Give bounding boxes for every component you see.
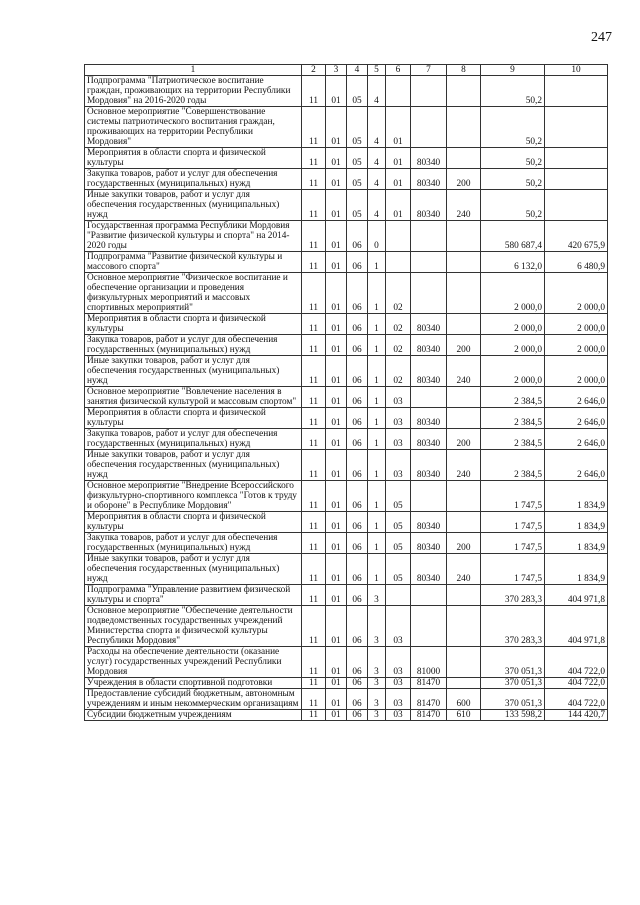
cell-name: Основное мероприятие "Внедрение Всероссийского физкультурно-спортивного комплекса "Готов к труду и обороне" в Республике Мордовия" <box>85 481 302 512</box>
table-header-row <box>85 65 608 76</box>
cell-code-4: 06 <box>347 252 368 273</box>
cell-code-5: 3 <box>368 647 386 678</box>
cell-code-2: 11 <box>302 169 326 190</box>
cell-value-9: 370 283,3 <box>481 606 545 647</box>
cell-value-10 <box>545 190 608 221</box>
table-row <box>85 408 608 429</box>
cell-code-3: 01 <box>326 221 347 252</box>
cell-code-8: 240 <box>447 554 481 585</box>
cell-code-3: 01 <box>326 387 347 408</box>
cell-value-10: 2 000,0 <box>545 314 608 335</box>
cell-code-5: 3 <box>368 689 386 710</box>
table-row <box>85 387 608 408</box>
table-row <box>85 107 608 148</box>
cell-code-6: 05 <box>386 481 411 512</box>
cell-code-3: 01 <box>326 533 347 554</box>
cell-code-6 <box>386 76 411 107</box>
cell-value-9: 370 051,3 <box>481 647 545 678</box>
cell-code-5: 0 <box>368 221 386 252</box>
cell-code-4: 05 <box>347 190 368 221</box>
cell-code-4: 06 <box>347 273 368 314</box>
cell-code-8 <box>447 408 481 429</box>
cell-code-3: 01 <box>326 606 347 647</box>
cell-code-7: 80340 <box>411 335 447 356</box>
cell-code-8: 240 <box>447 356 481 387</box>
cell-code-5: 1 <box>368 356 386 387</box>
cell-value-10 <box>545 148 608 169</box>
cell-value-9: 2 384,5 <box>481 429 545 450</box>
cell-code-7: 80340 <box>411 554 447 585</box>
cell-code-7: 80340 <box>411 450 447 481</box>
cell-value-9: 370 051,3 <box>481 689 545 710</box>
cell-code-8: 200 <box>447 533 481 554</box>
cell-code-7 <box>411 606 447 647</box>
cell-code-8 <box>447 76 481 107</box>
column-header: 8 <box>447 65 481 76</box>
cell-code-6 <box>386 221 411 252</box>
cell-code-4: 05 <box>347 148 368 169</box>
column-header: 10 <box>545 65 608 76</box>
cell-code-3: 01 <box>326 314 347 335</box>
cell-value-10: 2 646,0 <box>545 450 608 481</box>
table-row <box>85 533 608 554</box>
cell-value-10: 2 646,0 <box>545 408 608 429</box>
cell-value-10: 420 675,9 <box>545 221 608 252</box>
cell-code-3: 01 <box>326 408 347 429</box>
column-header: 9 <box>481 65 545 76</box>
cell-value-9: 580 687,4 <box>481 221 545 252</box>
table-row <box>85 606 608 647</box>
cell-value-10: 1 834,9 <box>545 554 608 585</box>
table-row <box>85 554 608 585</box>
cell-code-5: 3 <box>368 710 386 721</box>
cell-code-2: 11 <box>302 335 326 356</box>
cell-code-6: 02 <box>386 356 411 387</box>
cell-code-6: 01 <box>386 190 411 221</box>
cell-value-10: 2 646,0 <box>545 429 608 450</box>
cell-value-10: 2 000,0 <box>545 273 608 314</box>
cell-name: Предоставление субсидий бюджетным, автономным учреждениям и иным некоммерческим организациям <box>85 689 302 710</box>
cell-value-9: 2 000,0 <box>481 314 545 335</box>
cell-code-8: 240 <box>447 190 481 221</box>
cell-code-7: 80340 <box>411 533 447 554</box>
cell-value-9: 2 000,0 <box>481 273 545 314</box>
cell-code-6 <box>386 252 411 273</box>
cell-code-7 <box>411 387 447 408</box>
cell-value-9: 1 747,5 <box>481 554 545 585</box>
cell-value-9: 2 384,5 <box>481 408 545 429</box>
cell-code-2: 11 <box>302 314 326 335</box>
cell-code-6: 02 <box>386 273 411 314</box>
cell-code-4: 06 <box>347 647 368 678</box>
cell-name: Мероприятия в области спорта и физической культуры <box>85 512 302 533</box>
cell-code-6: 02 <box>386 335 411 356</box>
cell-name: Иные закупки товаров, работ и услуг для обеспечения государственных (муниципальных) нужд <box>85 450 302 481</box>
table-row <box>85 273 608 314</box>
cell-value-10: 2 000,0 <box>545 356 608 387</box>
cell-code-6: 03 <box>386 408 411 429</box>
cell-code-6: 01 <box>386 107 411 148</box>
cell-code-6: 03 <box>386 387 411 408</box>
cell-code-3: 01 <box>326 252 347 273</box>
table-row <box>85 512 608 533</box>
cell-name: Закупка товаров, работ и услуг для обеспечения государственных (муниципальных) нужд <box>85 429 302 450</box>
cell-code-2: 11 <box>302 585 326 606</box>
cell-code-5: 1 <box>368 429 386 450</box>
cell-name: Подпрограмма "Патриотическое воспитание граждан, проживающих на территории Республики Мордовия" на 2016-2020 годы <box>85 76 302 107</box>
cell-code-7: 81470 <box>411 689 447 710</box>
cell-code-8 <box>447 148 481 169</box>
cell-code-6: 03 <box>386 689 411 710</box>
column-header: 2 <box>302 65 326 76</box>
cell-name: Основное мероприятие "Вовлечение населения в занятия физической культурой и массовым спортом" <box>85 387 302 408</box>
table-row <box>85 585 608 606</box>
cell-value-9: 1 747,5 <box>481 533 545 554</box>
cell-name: Закупка товаров, работ и услуг для обеспечения государственных (муниципальных) нужд <box>85 169 302 190</box>
cell-code-6: 03 <box>386 710 411 721</box>
cell-value-9: 50,2 <box>481 148 545 169</box>
cell-code-8 <box>447 512 481 533</box>
cell-code-8: 610 <box>447 710 481 721</box>
cell-code-5: 4 <box>368 190 386 221</box>
cell-code-5: 1 <box>368 273 386 314</box>
cell-value-9: 6 132,0 <box>481 252 545 273</box>
cell-code-7: 81000 <box>411 647 447 678</box>
cell-value-10: 1 834,9 <box>545 512 608 533</box>
cell-code-3: 01 <box>326 710 347 721</box>
cell-code-2: 11 <box>302 148 326 169</box>
cell-code-4: 06 <box>347 606 368 647</box>
cell-code-7: 80340 <box>411 314 447 335</box>
cell-code-7: 80340 <box>411 169 447 190</box>
cell-code-8: 200 <box>447 335 481 356</box>
cell-code-6: 05 <box>386 533 411 554</box>
cell-code-2: 11 <box>302 387 326 408</box>
cell-code-3: 01 <box>326 429 347 450</box>
cell-code-3: 01 <box>326 148 347 169</box>
cell-code-5: 3 <box>368 606 386 647</box>
cell-code-8: 200 <box>447 169 481 190</box>
cell-value-10: 2 646,0 <box>545 387 608 408</box>
cell-value-9: 50,2 <box>481 76 545 107</box>
cell-value-9: 2 384,5 <box>481 450 545 481</box>
cell-code-4: 06 <box>347 387 368 408</box>
cell-code-5: 1 <box>368 314 386 335</box>
column-header: 4 <box>347 65 368 76</box>
cell-code-8: 240 <box>447 450 481 481</box>
cell-code-8 <box>447 387 481 408</box>
cell-code-4: 06 <box>347 408 368 429</box>
cell-code-2: 11 <box>302 429 326 450</box>
cell-code-2: 11 <box>302 252 326 273</box>
cell-code-5: 1 <box>368 512 386 533</box>
column-header: 7 <box>411 65 447 76</box>
cell-code-5: 4 <box>368 76 386 107</box>
cell-value-9: 50,2 <box>481 107 545 148</box>
table-row <box>85 647 608 678</box>
cell-code-8 <box>447 273 481 314</box>
cell-value-9: 2 000,0 <box>481 335 545 356</box>
table-row <box>85 678 608 689</box>
cell-code-3: 01 <box>326 450 347 481</box>
budget-table <box>84 64 608 721</box>
cell-value-10: 404 722,0 <box>545 678 608 689</box>
cell-code-7 <box>411 221 447 252</box>
cell-code-4: 06 <box>347 221 368 252</box>
cell-code-2: 11 <box>302 273 326 314</box>
cell-code-2: 11 <box>302 554 326 585</box>
cell-code-4: 06 <box>347 429 368 450</box>
cell-code-6: 02 <box>386 314 411 335</box>
cell-code-4: 06 <box>347 585 368 606</box>
table-row <box>85 190 608 221</box>
cell-value-9: 50,2 <box>481 169 545 190</box>
cell-code-2: 11 <box>302 710 326 721</box>
table-row <box>85 481 608 512</box>
cell-code-2: 11 <box>302 678 326 689</box>
cell-code-4: 06 <box>347 689 368 710</box>
cell-code-2: 11 <box>302 647 326 678</box>
cell-value-10 <box>545 76 608 107</box>
cell-value-9: 1 747,5 <box>481 481 545 512</box>
cell-code-8 <box>447 647 481 678</box>
cell-code-4: 06 <box>347 481 368 512</box>
cell-code-2: 11 <box>302 606 326 647</box>
cell-value-10: 404 971,8 <box>545 606 608 647</box>
column-header: 1 <box>85 65 302 76</box>
cell-value-10: 2 000,0 <box>545 335 608 356</box>
cell-code-7: 80340 <box>411 408 447 429</box>
table-row <box>85 356 608 387</box>
cell-code-3: 01 <box>326 678 347 689</box>
cell-code-3: 01 <box>326 554 347 585</box>
cell-value-9: 2 384,5 <box>481 387 545 408</box>
cell-code-5: 4 <box>368 169 386 190</box>
cell-name: Расходы на обеспечение деятельности (оказание услуг) государственных учреждений Республики Мордовия <box>85 647 302 678</box>
cell-code-4: 06 <box>347 512 368 533</box>
cell-code-6: 01 <box>386 148 411 169</box>
table-row <box>85 169 608 190</box>
cell-code-8: 200 <box>447 429 481 450</box>
cell-code-6: 03 <box>386 647 411 678</box>
cell-code-7: 81470 <box>411 710 447 721</box>
table-row <box>85 221 608 252</box>
cell-value-10: 6 480,9 <box>545 252 608 273</box>
cell-code-8: 600 <box>447 689 481 710</box>
cell-code-7 <box>411 252 447 273</box>
cell-value-10 <box>545 107 608 148</box>
cell-name: Иные закупки товаров, работ и услуг для обеспечения государственных (муниципальных) нужд <box>85 356 302 387</box>
page-number: 247 <box>591 30 612 45</box>
cell-code-7 <box>411 481 447 512</box>
cell-code-8 <box>447 678 481 689</box>
cell-code-4: 06 <box>347 314 368 335</box>
cell-code-3: 01 <box>326 481 347 512</box>
cell-value-10: 1 834,9 <box>545 481 608 512</box>
cell-code-5: 1 <box>368 533 386 554</box>
cell-name: Субсидии бюджетным учреждениям <box>85 710 302 721</box>
cell-value-10: 404 722,0 <box>545 647 608 678</box>
cell-code-2: 11 <box>302 356 326 387</box>
cell-code-8 <box>447 314 481 335</box>
cell-code-5: 4 <box>368 148 386 169</box>
cell-code-5: 1 <box>368 450 386 481</box>
cell-value-9: 2 000,0 <box>481 356 545 387</box>
cell-code-4: 05 <box>347 107 368 148</box>
cell-code-5: 1 <box>368 481 386 512</box>
cell-value-9: 1 747,5 <box>481 512 545 533</box>
cell-code-5: 3 <box>368 585 386 606</box>
cell-code-7: 81470 <box>411 678 447 689</box>
table-row <box>85 710 608 721</box>
cell-code-4: 06 <box>347 678 368 689</box>
cell-code-6: 03 <box>386 606 411 647</box>
cell-name: Учреждения в области спортивной подготовки <box>85 678 302 689</box>
cell-value-10: 144 420,7 <box>545 710 608 721</box>
cell-code-4: 05 <box>347 169 368 190</box>
table-row <box>85 689 608 710</box>
cell-name: Государственная программа Республики Мордовия "Развитие физической культуры и спорта" на 2014-2020 годы <box>85 221 302 252</box>
cell-code-2: 11 <box>302 76 326 107</box>
cell-code-2: 11 <box>302 107 326 148</box>
cell-code-3: 01 <box>326 356 347 387</box>
cell-code-5: 4 <box>368 107 386 148</box>
cell-code-6: 03 <box>386 450 411 481</box>
cell-code-4: 05 <box>347 76 368 107</box>
cell-code-5: 1 <box>368 335 386 356</box>
cell-code-2: 11 <box>302 190 326 221</box>
cell-value-10 <box>545 169 608 190</box>
cell-code-3: 01 <box>326 585 347 606</box>
cell-name: Мероприятия в области спорта и физической культуры <box>85 314 302 335</box>
cell-code-2: 11 <box>302 408 326 429</box>
cell-code-4: 06 <box>347 356 368 387</box>
cell-code-7 <box>411 585 447 606</box>
cell-code-4: 06 <box>347 554 368 585</box>
column-header: 6 <box>386 65 411 76</box>
cell-code-3: 01 <box>326 647 347 678</box>
table-row <box>85 76 608 107</box>
table-row <box>85 148 608 169</box>
cell-code-5: 3 <box>368 678 386 689</box>
cell-code-2: 11 <box>302 481 326 512</box>
cell-code-7: 80340 <box>411 512 447 533</box>
cell-code-3: 01 <box>326 76 347 107</box>
cell-code-6: 03 <box>386 429 411 450</box>
cell-code-3: 01 <box>326 107 347 148</box>
cell-name: Основное мероприятие "Физическое воспитание и обеспечение организации и проведения физкультурных мероприятий и массовых спортивных мероприятий" <box>85 273 302 314</box>
cell-code-6: 05 <box>386 554 411 585</box>
cell-value-9: 370 051,3 <box>481 678 545 689</box>
table-row <box>85 252 608 273</box>
cell-name: Закупка товаров, работ и услуг для обеспечения государственных (муниципальных) нужд <box>85 335 302 356</box>
cell-code-6: 05 <box>386 512 411 533</box>
cell-code-7: 80340 <box>411 148 447 169</box>
cell-code-7: 80340 <box>411 190 447 221</box>
cell-code-3: 01 <box>326 335 347 356</box>
cell-code-3: 01 <box>326 689 347 710</box>
column-header: 5 <box>368 65 386 76</box>
cell-name: Мероприятия в области спорта и физической культуры <box>85 408 302 429</box>
cell-value-9: 50,2 <box>481 190 545 221</box>
cell-code-7 <box>411 273 447 314</box>
cell-name: Иные закупки товаров, работ и услуг для обеспечения государственных (муниципальных) нужд <box>85 190 302 221</box>
cell-name: Закупка товаров, работ и услуг для обеспечения государственных (муниципальных) нужд <box>85 533 302 554</box>
table-row <box>85 450 608 481</box>
cell-code-6 <box>386 585 411 606</box>
column-header: 3 <box>326 65 347 76</box>
cell-code-7: 80340 <box>411 356 447 387</box>
cell-code-8 <box>447 606 481 647</box>
cell-name: Основное мероприятие "Совершенствование системы патриотического воспитания граждан, проживающих на территории Республики Мордовия" <box>85 107 302 148</box>
cell-code-8 <box>447 221 481 252</box>
cell-value-10: 1 834,9 <box>545 533 608 554</box>
cell-code-8 <box>447 252 481 273</box>
cell-code-7 <box>411 107 447 148</box>
cell-value-10: 404 971,8 <box>545 585 608 606</box>
cell-code-7: 80340 <box>411 429 447 450</box>
cell-code-2: 11 <box>302 221 326 252</box>
cell-code-3: 01 <box>326 512 347 533</box>
cell-code-2: 11 <box>302 450 326 481</box>
table-row <box>85 429 608 450</box>
cell-code-2: 11 <box>302 689 326 710</box>
cell-code-2: 11 <box>302 512 326 533</box>
cell-code-4: 06 <box>347 710 368 721</box>
cell-value-9: 133 598,2 <box>481 710 545 721</box>
table-row <box>85 335 608 356</box>
cell-code-4: 06 <box>347 450 368 481</box>
cell-code-7 <box>411 76 447 107</box>
cell-value-10: 404 722,0 <box>545 689 608 710</box>
cell-code-2: 11 <box>302 533 326 554</box>
cell-code-6: 03 <box>386 678 411 689</box>
cell-code-5: 1 <box>368 252 386 273</box>
cell-code-4: 06 <box>347 533 368 554</box>
cell-name: Основное мероприятие "Обеспечение деятельности подведомственных государственных учреждений Министерства спорта и физической культуры Республики Мордовия" <box>85 606 302 647</box>
cell-name: Подпрограмма "Управление развитием физической культуры и спорта" <box>85 585 302 606</box>
cell-name: Подпрограмма "Развитие физической культуры и массового спорта" <box>85 252 302 273</box>
cell-code-5: 1 <box>368 408 386 429</box>
cell-code-8 <box>447 107 481 148</box>
cell-code-5: 1 <box>368 554 386 585</box>
table-row <box>85 314 608 335</box>
cell-code-6: 01 <box>386 169 411 190</box>
cell-code-4: 06 <box>347 335 368 356</box>
cell-code-3: 01 <box>326 273 347 314</box>
cell-code-8 <box>447 481 481 512</box>
cell-code-8 <box>447 585 481 606</box>
cell-code-5: 1 <box>368 387 386 408</box>
table-body <box>85 76 608 721</box>
cell-value-9: 370 283,3 <box>481 585 545 606</box>
cell-name: Мероприятия в области спорта и физической культуры <box>85 148 302 169</box>
cell-name: Иные закупки товаров, работ и услуг для обеспечения государственных (муниципальных) нужд <box>85 554 302 585</box>
cell-code-3: 01 <box>326 190 347 221</box>
cell-code-3: 01 <box>326 169 347 190</box>
